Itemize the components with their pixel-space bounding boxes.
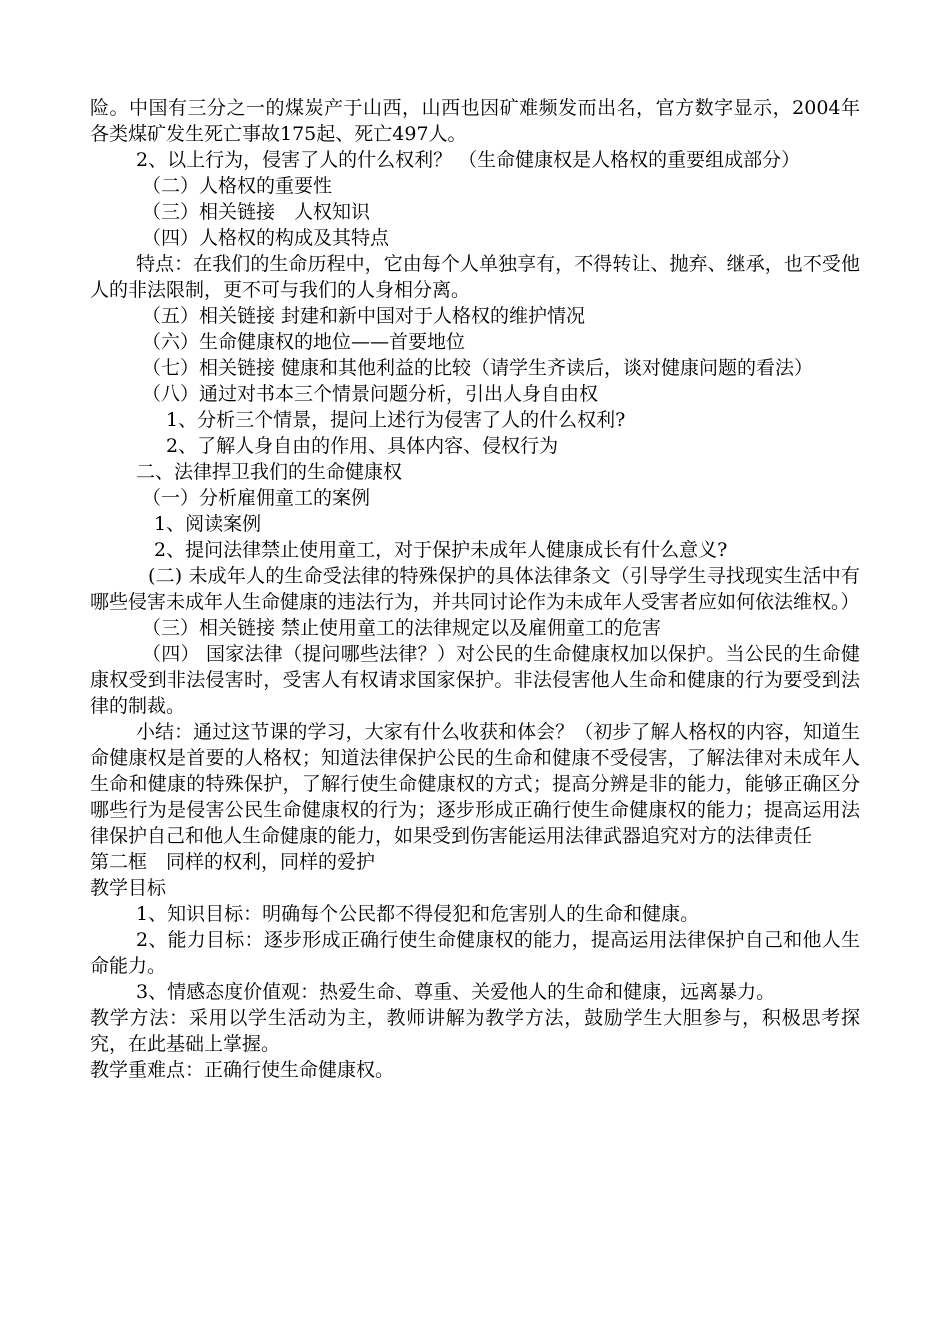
list-item-child-labor-question: 2、提问法律禁止使用童工，对于保护未成年人健康成长有什么意义? xyxy=(154,539,728,561)
paragraph-summary: 小结：通过这节课的学习，大家有什么收获和体会？（初步了解人格权的内容，知道生命健康权是首要的人格权；知道法律保护公民的生命和健康不受侵害，了解法律对未成年人生命和健康的特殊保护，了解行使生命健康权的方式；提高分辨是非的能力，能够正确区分哪些行为是侵害公民生命健康权的行为；逐步形成正确行使生命健康权的能力；提高运用法律保护自己和他人生命健康的能力，如果受到伤害能运用法律武器追究对方的法律责任 xyxy=(90,721,860,847)
list-item-knowledge-goal: 1、知识目标：明确每个公民都不得侵犯和危害别人的生命和健康。 xyxy=(136,903,700,925)
heading-section-7: （七）相关链接 健康和其他利益的比较（请学生齐读后，谈对健康问题的看法） xyxy=(142,357,814,379)
paragraph-minor-protection: (二) 未成年人的生命受法律的特殊保护的具体法律条文（引导学生寻找现实生活中有哪些侵害未成年人生命健康的违法行为，并共同讨论作为未成年人受害者应如何依法维权。） xyxy=(90,565,860,613)
heading-second-frame: 第二框 同样的权利，同样的爱护 xyxy=(90,851,376,873)
heading-section-4: （四）人格权的构成及其特点 xyxy=(142,227,390,249)
list-item-ability-goal: 2、能力目标：逐步形成正确行使生命健康权的能力，提高运用法律保护自己和他人生命能力。 xyxy=(90,929,860,977)
heading-child-labor-law: （三）相关链接 禁止使用童工的法律规定以及雇佣童工的危害 xyxy=(142,617,662,639)
list-item-personal-freedom: 2、了解人身自由的作用、具体内容、侵权行为 xyxy=(166,435,559,457)
list-item-read-case: 1、阅读案例 xyxy=(154,513,262,535)
heading-part-2: 二、法律捍卫我们的生命健康权 xyxy=(136,461,403,483)
heading-section-2: （二）人格权的重要性 xyxy=(142,175,333,197)
list-item-analyze-scenes: 1、分析三个情景，提问上述行为侵害了人的什么权利? xyxy=(166,409,626,431)
heading-section-3: （三）相关链接 人权知识 xyxy=(142,201,371,223)
paragraph-features: 特点：在我们的生命历程中，它由每个人单独享有，不得转让、抛弃、继承，也不受他人的非法限制，更不可与我们的人身相分离。 xyxy=(90,253,860,301)
heading-section-8: （八）通过对书本三个情景问题分析，引出人身自由权 xyxy=(142,383,599,405)
heading-child-labor-case: （一）分析雇佣童工的案例 xyxy=(142,487,371,509)
document-page xyxy=(90,95,860,1083)
heading-section-6: （六）生命健康权的地位——首要地位 xyxy=(142,331,466,353)
heading-section-5: （五）相关链接 封建和新中国对于人格权的维护情况 xyxy=(142,305,586,327)
heading-teaching-goals: 教学目标 xyxy=(90,877,167,899)
paragraph-question-2: 2、以上行为，侵害了人的什么权利？ （生命健康权是人格权的重要组成部分） xyxy=(136,149,801,171)
paragraph-coal-accidents: 险。中国有三分之一的煤炭产于山西，山西也因矿难频发而出名，官方数字显示，2004年各类煤矿发生死亡事故175起、死亡497人。 xyxy=(90,97,860,145)
list-item-attitude-goal: 3、情感态度价值观：热爱生命、尊重、关爱他人的生命和健康，远离暴力。 xyxy=(136,981,776,1003)
paragraph-national-law: （四） 国家法律（提问哪些法律？）对公民的生命健康权加以保护。当公民的生命健康权受到非法侵害时，受害人有权请求国家保护。非法侵害他人生命和健康的行为要受到法律的制裁。 xyxy=(90,643,860,717)
paragraph-teaching-method: 教学方法：采用以学生活动为主，教师讲解为教学方法，鼓励学生大胆参与，积极思考探究，在此基础上掌握。 xyxy=(90,1007,860,1055)
paragraph-key-difficulty: 教学重难点：正确行使生命健康权。 xyxy=(90,1059,395,1081)
